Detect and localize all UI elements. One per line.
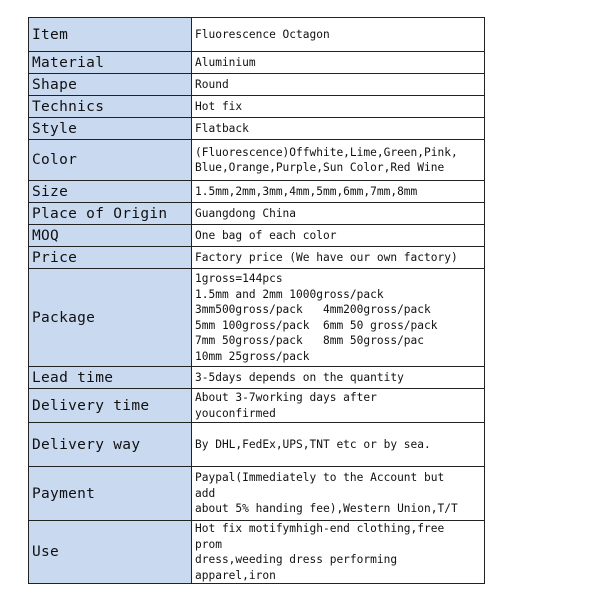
spec-value-line: Fluorescence Octagon	[195, 27, 330, 41]
spec-row	[29, 140, 485, 181]
spec-label: MOQ	[29, 225, 192, 247]
spec-label: Delivery way	[29, 423, 192, 467]
spec-value-line: Round	[195, 77, 229, 91]
spec-value-line: 1gross=144pcs	[195, 272, 283, 285]
spec-label: Material	[29, 52, 192, 74]
spec-value	[192, 52, 485, 74]
spec-value-line: 5mm 100gross/pack 6mm 50 gross/pack	[195, 318, 438, 332]
spec-value	[192, 467, 485, 521]
spec-label: Color	[29, 140, 192, 181]
spec-row	[29, 74, 485, 96]
spec-value	[192, 389, 485, 423]
spec-row	[29, 225, 485, 247]
spec-value	[192, 247, 485, 269]
spec-value-line: About 3-7working days after	[195, 391, 377, 404]
spec-value	[192, 367, 485, 389]
spec-value-line: Hot fix	[195, 99, 243, 113]
spec-label: Delivery time	[29, 389, 192, 423]
spec-value	[192, 140, 485, 181]
spec-value-line: youconfirmed	[195, 406, 276, 420]
spec-row	[29, 181, 485, 203]
spec-value-line: Aluminium	[195, 55, 256, 69]
spec-label: Place of Origin	[29, 203, 192, 225]
spec-value	[192, 203, 485, 225]
spec-label: Item	[29, 18, 192, 52]
spec-label: Package	[29, 269, 192, 367]
spec-value-line: Guangdong China	[195, 206, 297, 220]
spec-value-line: Blue,Orange,Purple,Sun Color,Red Wine	[195, 161, 445, 174]
spec-value-line: 1.5mm,2mm,3mm,4mm,5mm,6mm,7mm,8mm	[195, 184, 418, 198]
spec-table-body	[29, 18, 485, 584]
spec-value	[192, 423, 485, 467]
spec-value-line: dress,weeding dress performing	[195, 553, 398, 566]
spec-row	[29, 247, 485, 269]
spec-value-line: apparel,iron	[195, 568, 276, 582]
spec-value	[192, 18, 485, 52]
spec-row	[29, 423, 485, 467]
spec-label: Use	[29, 521, 192, 584]
spec-value-line: Hot fix motifymhigh-end clothing,free	[195, 522, 445, 535]
spec-label: Size	[29, 181, 192, 203]
spec-row	[29, 52, 485, 74]
spec-row	[29, 203, 485, 225]
spec-label: Style	[29, 118, 192, 140]
spec-value-line: Paypal(Immediately to the Account but	[195, 471, 445, 485]
spec-value-line: about 5% handing fee),Western Union,T/T	[195, 502, 458, 516]
spec-value	[192, 269, 485, 367]
spec-value-line: One bag of each color	[195, 228, 337, 242]
spec-value	[192, 74, 485, 96]
spec-row	[29, 521, 485, 584]
spec-value	[192, 521, 485, 584]
spec-label: Technics	[29, 96, 192, 118]
spec-value-line: prom	[195, 537, 222, 551]
spec-label: Shape	[29, 74, 192, 96]
spec-value	[192, 118, 485, 140]
spec-row	[29, 96, 485, 118]
spec-value-line: (Fluorescence)Offwhite,Lime,Green,Pink,	[195, 145, 458, 159]
spec-value-line: 10mm 25gross/pack	[195, 349, 310, 363]
spec-row	[29, 118, 485, 140]
spec-label: Price	[29, 247, 192, 269]
spec-label: Lead time	[29, 367, 192, 389]
spec-value-line: Flatback	[195, 121, 249, 135]
spec-value	[192, 96, 485, 118]
spec-value	[192, 181, 485, 203]
spec-value-line: add	[195, 486, 216, 500]
spec-row	[29, 389, 485, 423]
spec-value-line: 7mm 50gross/pack 8mm 50gross/pac	[195, 334, 425, 347]
spec-value-line: Factory price (We have our own factory)	[195, 250, 458, 264]
spec-value-line: 1.5mm and 2mm 1000gross/pack	[195, 287, 384, 301]
product-spec-table	[28, 17, 485, 584]
spec-row	[29, 367, 485, 389]
spec-row	[29, 467, 485, 521]
spec-value-line: 3-5days depends on the quantity	[195, 370, 404, 384]
spec-value-line: 3mm500gross/pack 4mm200gross/pack	[195, 303, 431, 316]
spec-row	[29, 18, 485, 52]
spec-row	[29, 269, 485, 367]
spec-value	[192, 225, 485, 247]
spec-label: Payment	[29, 467, 192, 521]
spec-value-line: By DHL,FedEx,UPS,TNT etc or by sea.	[195, 437, 431, 451]
